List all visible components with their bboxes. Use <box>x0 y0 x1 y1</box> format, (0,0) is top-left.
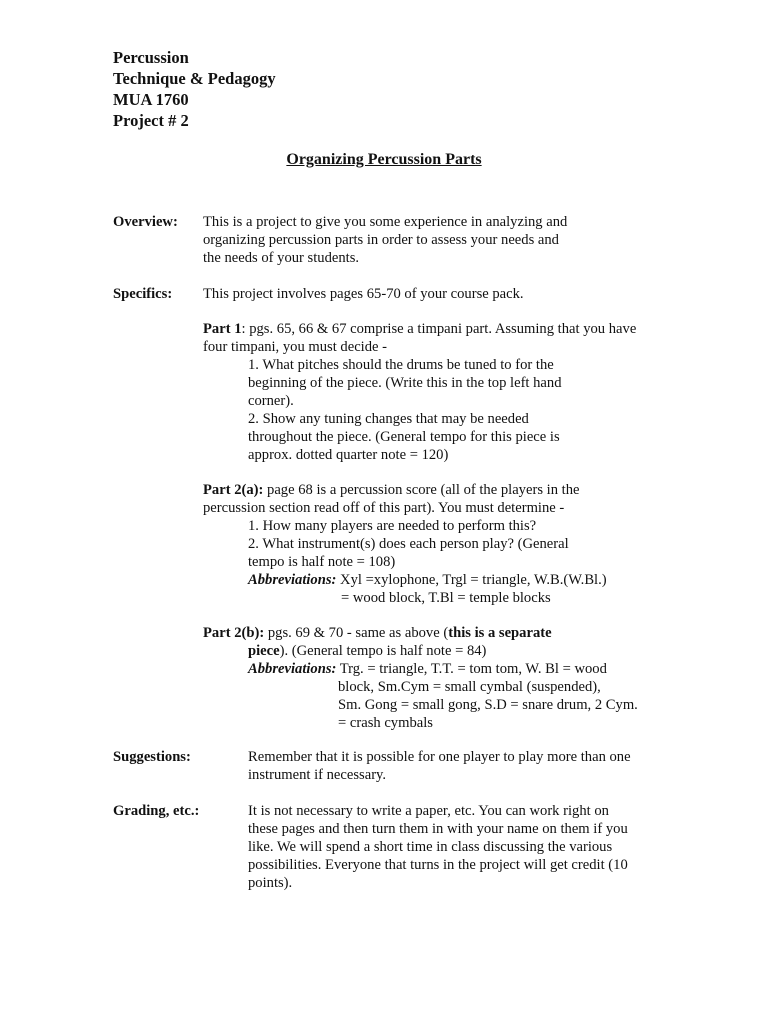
course-header <box>113 47 276 131</box>
part2b-abbreviations-line: = crash cymbals <box>338 715 433 731</box>
part2b-details <box>203 642 638 732</box>
part1-block <box>203 320 636 464</box>
grading-text <box>248 802 628 892</box>
part2a-text: page 68 is a percussion score (all of the players in the <box>263 482 580 498</box>
grading-line: like. We will spend a short time in class discussing the various <box>248 839 613 855</box>
overview-text <box>203 213 567 267</box>
overview-line: organizing percussion parts in order to assess your needs and <box>203 232 559 248</box>
part1-label: Part 1 <box>203 321 242 337</box>
overview-label: Overview: <box>113 214 178 230</box>
part2b-label: Part 2(b): <box>203 625 265 641</box>
part2a-items <box>203 517 607 607</box>
overview-line: This is a project to give you some experience in analyzing and <box>203 214 568 230</box>
header-line-1: Percussion <box>113 48 189 67</box>
specifics-intro-line: This project involves pages 65-70 of your course pack. <box>203 286 524 302</box>
header-line-4: Project # 2 <box>113 111 189 130</box>
part2b-text: pgs. 69 & 70 - same as above ( <box>264 625 449 641</box>
header-line-3: MUA 1760 <box>113 90 189 109</box>
suggestions-text <box>248 748 631 784</box>
grading-line: points). <box>248 875 293 891</box>
part1-item-line: beginning of the piece. (Write this in the top left hand <box>248 375 562 391</box>
part2b-emphasis-piece: piece <box>248 643 280 659</box>
grading-line: It is not necessary to write a paper, etc. You can work right on <box>248 803 609 819</box>
part1-item-line: 2. Show any tuning changes that may be needed <box>248 411 529 427</box>
suggestions-label: Suggestions: <box>113 749 191 765</box>
document-title-text: Organizing Percussion Parts <box>286 151 482 168</box>
part1-item-line: corner). <box>248 393 294 409</box>
suggestions-line: instrument if necessary. <box>248 767 387 783</box>
grading-label: Grading, etc.: <box>113 803 200 819</box>
part1-item-line: throughout the piece. (General tempo for this piece is <box>248 429 560 445</box>
part2a-abbreviations-label: Abbreviations: <box>248 572 337 588</box>
part2a-abbreviations-line: = wood block, T.Bl = temple blocks <box>341 590 551 606</box>
specifics-label: Specifics: <box>113 286 173 302</box>
suggestions-line: Remember that it is possible for one player to play more than one <box>248 749 631 765</box>
part2b-abbreviations-line: Sm. Gong = small gong, S.D = snare drum, 2 Cym. <box>338 697 638 713</box>
document-title <box>0 151 768 169</box>
part1-items <box>203 356 636 464</box>
part2b-emphasis: this is a separate <box>448 625 552 641</box>
part1-line-2: four timpani, you must decide - <box>203 339 388 355</box>
part2b-abbreviations-more <box>248 678 638 732</box>
part2a-label: Part 2(a): <box>203 482 264 498</box>
part2b-abbreviations-label: Abbreviations: <box>248 661 337 677</box>
overview-line: the needs of your students. <box>203 250 360 266</box>
part2b-line-2-text: ). (General tempo is half note = 84) <box>279 643 487 659</box>
part2a-item-line: tempo is half note = 108) <box>248 554 396 570</box>
part2a-line-2: percussion section read off of this part). You must determine - <box>203 500 565 516</box>
part1-item-line: approx. dotted quarter note = 120) <box>248 447 449 463</box>
part2a-item-line: 2. What instrument(s) does each person play? (General <box>248 536 569 552</box>
part2b-abbreviations-text: Trg. = triangle, T.T. = tom tom, W. Bl = wood <box>336 661 607 677</box>
part2b-abbreviations-line: block, Sm.Cym = small cymbal (suspended), <box>338 679 601 695</box>
specifics-intro <box>203 285 524 303</box>
grading-line: possibilities. Everyone that turns in the project will get credit (10 <box>248 857 628 873</box>
part2b-block <box>203 624 638 732</box>
part2a-block <box>203 481 607 607</box>
part1-text: : pgs. 65, 66 & 67 comprise a timpani part. Assuming that you have <box>241 321 637 337</box>
grading-line: these pages and then turn them in with your name on them if you <box>248 821 628 837</box>
header-line-2: Technique & Pedagogy <box>113 69 276 88</box>
part2a-abbreviations-text: Xyl =xylophone, Trgl = triangle, W.B.(W.Bl.) <box>336 572 607 588</box>
part1-item-line: 1. What pitches should the drums be tuned to for the <box>248 357 554 373</box>
part2a-item-line: 1. How many players are needed to perform this? <box>248 518 537 534</box>
